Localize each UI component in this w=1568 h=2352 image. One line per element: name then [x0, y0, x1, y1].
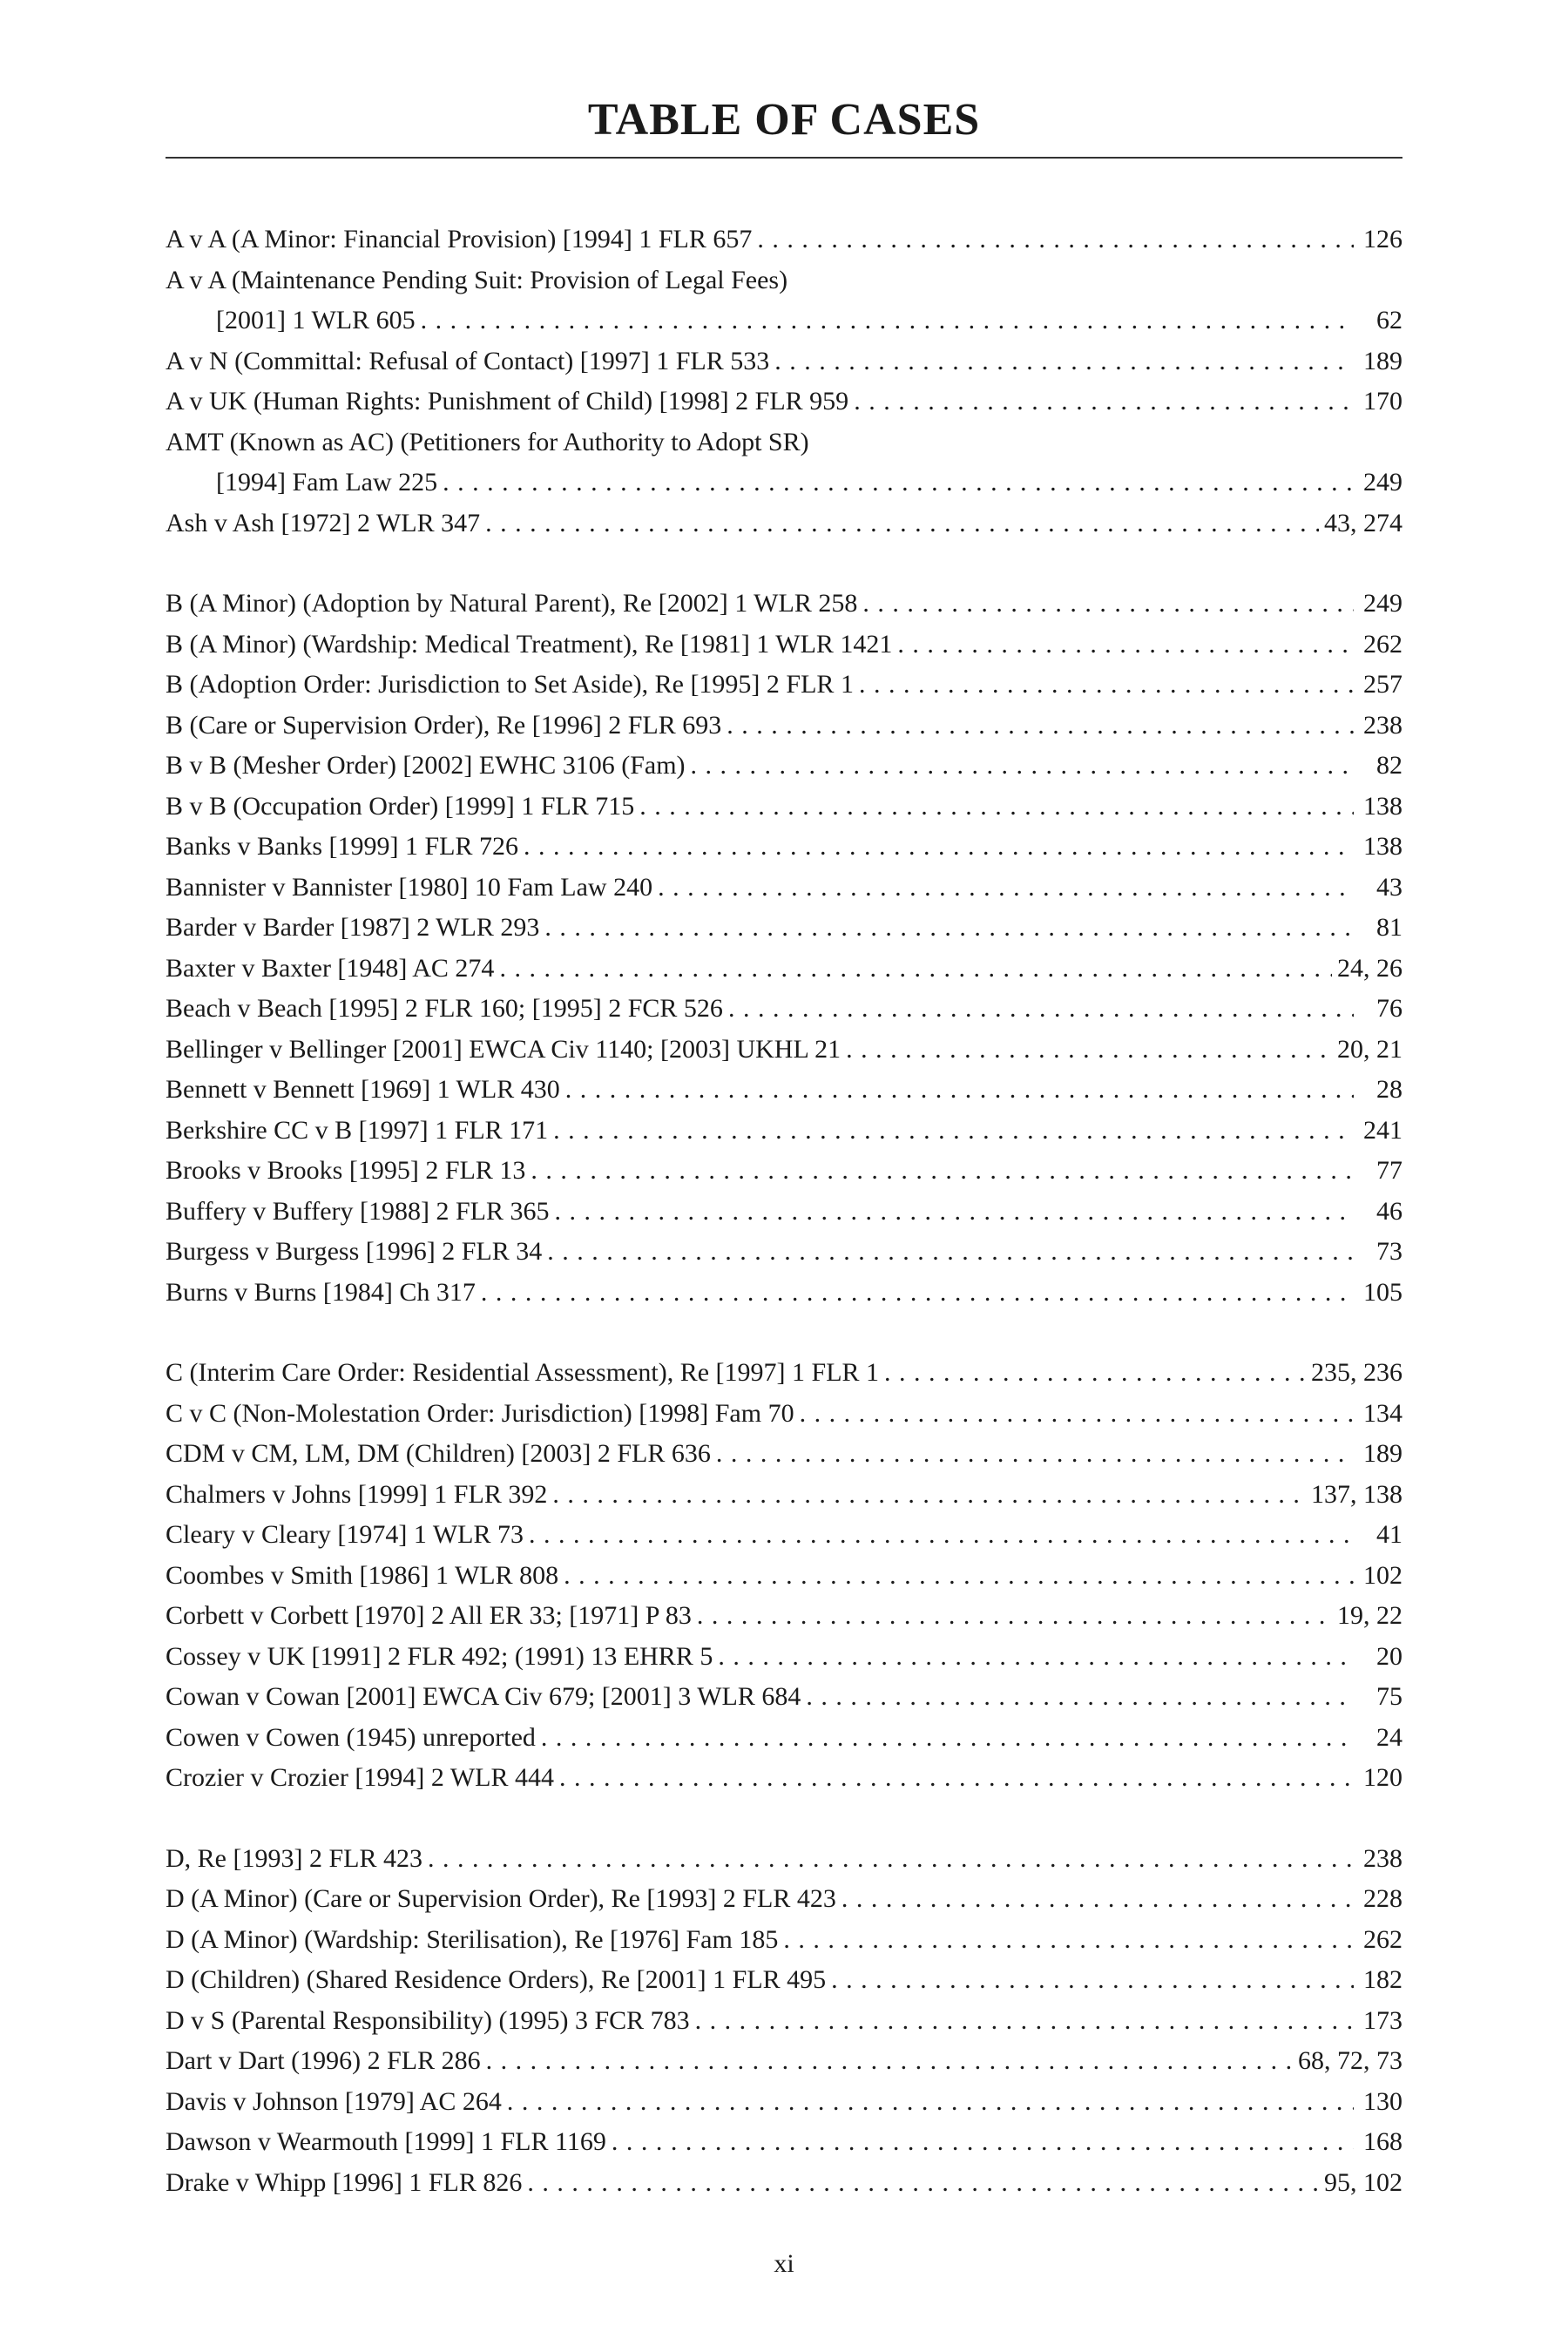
dot-leader [544, 908, 1354, 949]
case-name: Bannister v Bannister [1980] 10 Fam Law 240 [166, 872, 653, 902]
case-name: Coombes v Smith [1986] 1 WLR 808 [166, 1560, 559, 1590]
page-reference: 238 [1363, 1843, 1402, 1873]
case-name: Burgess v Burgess [1996] 2 FLR 34 [166, 1237, 543, 1266]
page-reference: 257 [1363, 670, 1402, 699]
case-name-line [166, 1758, 1402, 1799]
dot-leader [541, 1718, 1354, 1759]
case-citation: [2001] 1 WLR 605 [216, 306, 416, 335]
case-name-line [166, 787, 1402, 828]
case-entry [166, 908, 1402, 949]
case-name-line [166, 2163, 1402, 2204]
case-name: Barder v Barder [1987] 2 WLR 293 [166, 913, 540, 942]
case-name-line [166, 1637, 1402, 1678]
case-entry [166, 1839, 1402, 1880]
page-reference: 235, 236 [1311, 1358, 1402, 1387]
page-reference: 130 [1363, 2086, 1402, 2116]
page-reference: 68, 72, 73 [1298, 2046, 1402, 2075]
case-name: Ash v Ash [1972] 2 WLR 347 [166, 508, 481, 537]
page-reference: 95, 102 [1324, 2167, 1402, 2197]
dot-leader [695, 2001, 1354, 2042]
dot-leader [524, 827, 1354, 868]
page-reference: 19, 22 [1337, 1601, 1402, 1630]
case-entry [166, 1434, 1402, 1475]
page-reference: 46 [1376, 1196, 1402, 1226]
dot-leader [559, 1758, 1354, 1799]
case-name: Baxter v Baxter [1948] AC 274 [166, 953, 495, 983]
page-reference: 24, 26 [1337, 953, 1402, 983]
page-reference: 138 [1363, 791, 1402, 821]
case-name: D (Children) (Shared Residence Orders), Re [2001] 1 FLR 495 [166, 1965, 827, 1994]
case-name-line [166, 504, 1402, 544]
case-name: D, Re [1993] 2 FLR 423 [166, 1843, 422, 1873]
page-reference: 173 [1363, 2005, 1402, 2035]
page-reference: 105 [1363, 1277, 1402, 1307]
case-name: Burns v Burns [1984] Ch 317 [166, 1277, 476, 1307]
dot-leader [639, 787, 1354, 828]
page-reference: 24 [1376, 1722, 1402, 1752]
dot-leader [428, 1839, 1354, 1880]
dot-leader [564, 1556, 1354, 1597]
case-name-line [166, 1434, 1402, 1475]
page-reference: 182 [1363, 1965, 1402, 1994]
case-name: C (Interim Care Order: Residential Assessment), Re [1997] 1 FLR 1 [166, 1358, 880, 1387]
dot-leader [555, 1192, 1354, 1233]
case-name: Bellinger v Bellinger [2001] EWCA Civ 1140; [2003] UKHL 21 [166, 1034, 841, 1064]
page-reference: 82 [1376, 751, 1402, 780]
dot-leader [507, 2082, 1354, 2123]
case-entry [166, 584, 1402, 625]
dot-leader [757, 220, 1354, 260]
case-group-a [166, 220, 1402, 544]
case-name-line [166, 1394, 1402, 1435]
case-entry [166, 746, 1402, 787]
case-entry [166, 1111, 1402, 1152]
case-name: D (A Minor) (Care or Supervision Order), Re [1993] 2 FLR 423 [166, 1884, 836, 1913]
dot-leader [527, 2163, 1319, 2204]
case-name: A v A (Maintenance Pending Suit: Provision of Legal Fees) [166, 265, 788, 294]
case-name-line [166, 1596, 1402, 1637]
dot-leader [846, 1030, 1332, 1071]
case-name: Cossey v UK [1991] 2 FLR 492; (1991) 13 EHRR 5 [166, 1641, 713, 1671]
case-entry [166, 1273, 1402, 1314]
dot-leader [531, 1151, 1354, 1192]
page-reference: 134 [1363, 1398, 1402, 1428]
case-entry [166, 989, 1402, 1030]
case-entry [166, 868, 1402, 909]
case-name: Drake v Whipp [1996] 1 FLR 826 [166, 2167, 523, 2197]
case-name-line [166, 949, 1402, 990]
case-entry [166, 260, 1402, 341]
case-entry [166, 787, 1402, 828]
case-entry [166, 706, 1402, 747]
case-name-line [166, 989, 1402, 1030]
case-name: B (A Minor) (Wardship: Medical Treatment), Re [1981] 1 WLR 1421 [166, 629, 893, 659]
page-reference: 126 [1363, 225, 1402, 253]
case-name-line [166, 1515, 1402, 1556]
case-name: Dart v Dart (1996) 2 FLR 286 [166, 2046, 481, 2075]
case-entry [166, 1960, 1402, 2001]
case-name: Cleary v Cleary [1974] 1 WLR 73 [166, 1520, 524, 1549]
case-name: B (A Minor) (Adoption by Natural Parent), Re [2002] 1 WLR 258 [166, 589, 858, 618]
case-name-line [166, 220, 1402, 260]
case-entry [166, 1718, 1402, 1759]
page-reference: 189 [1363, 1439, 1402, 1468]
dot-leader [443, 463, 1354, 504]
page-reference: 249 [1363, 468, 1402, 497]
case-entry [166, 1920, 1402, 1961]
case-name-line [166, 1920, 1402, 1961]
dot-leader [859, 665, 1354, 706]
case-entry [166, 827, 1402, 868]
case-entry [166, 1515, 1402, 1556]
case-name-line [166, 746, 1402, 787]
dot-leader [774, 341, 1354, 382]
dot-leader [831, 1960, 1354, 2001]
case-name-line [166, 1070, 1402, 1111]
table-of-cases [166, 220, 1402, 2243]
page-reference: 228 [1363, 1884, 1402, 1913]
case-entry [166, 1758, 1402, 1799]
case-citation-line [166, 463, 1402, 504]
case-entry [166, 382, 1402, 422]
page-reference: 76 [1376, 994, 1402, 1023]
page-reference: 249 [1363, 589, 1402, 618]
page-title: TABLE OF CASES [587, 95, 981, 145]
page-reference: 75 [1376, 1682, 1402, 1711]
case-entry [166, 2163, 1402, 2204]
case-name-line [166, 868, 1402, 909]
case-name-line [166, 341, 1402, 382]
page-reference: 238 [1363, 710, 1402, 740]
case-name: Cowen v Cowen (1945) unreported [166, 1722, 536, 1752]
case-group-b [166, 584, 1402, 1313]
case-entry [166, 2122, 1402, 2163]
case-name-line [166, 1718, 1402, 1759]
case-entry [166, 1879, 1402, 1920]
case-name: A v N (Committal: Refusal of Contact) [1997] 1 FLR 533 [166, 346, 770, 375]
case-entry [166, 1637, 1402, 1678]
case-entry [166, 1677, 1402, 1718]
case-name-line [166, 2082, 1402, 2123]
dot-leader [783, 1920, 1354, 1961]
dot-leader [862, 584, 1354, 625]
dot-leader [499, 949, 1332, 990]
dot-leader [854, 382, 1354, 422]
dot-leader [884, 1353, 1306, 1394]
case-name-line [166, 827, 1402, 868]
page-reference: 41 [1376, 1520, 1402, 1549]
case-name-line [166, 1839, 1402, 1880]
case-name: Berkshire CC v B [1997] 1 FLR 171 [166, 1115, 549, 1145]
case-entry [166, 1070, 1402, 1111]
case-entry [166, 2041, 1402, 2082]
dot-leader [658, 868, 1354, 909]
dot-leader [718, 1637, 1354, 1678]
dot-leader [421, 301, 1354, 341]
case-name: Cowan v Cowan [2001] EWCA Civ 679; [2001] 3 WLR 684 [166, 1682, 801, 1711]
title-rule [166, 157, 1402, 159]
case-name: Bennett v Bennett [1969] 1 WLR 430 [166, 1075, 560, 1104]
case-entry [166, 504, 1402, 544]
case-entry [166, 1353, 1402, 1394]
dot-leader [565, 1070, 1354, 1111]
dot-leader [691, 746, 1354, 787]
case-name-line [166, 1192, 1402, 1233]
page-reference: 120 [1363, 1763, 1402, 1792]
case-name: B v B (Mesher Order) [2002] EWHC 3106 (Fam) [166, 751, 686, 780]
page-reference: 43 [1376, 872, 1402, 902]
case-name: Dawson v Wearmouth [1999] 1 FLR 1169 [166, 2127, 606, 2156]
case-name: C v C (Non-Molestation Order: Jurisdiction) [1998] Fam 70 [166, 1398, 794, 1428]
page-reference: 20, 21 [1337, 1034, 1402, 1064]
case-entry [166, 2082, 1402, 2123]
case-name: Banks v Banks [1999] 1 FLR 726 [166, 832, 518, 861]
case-name-line [166, 625, 1402, 666]
page-reference: 241 [1363, 1115, 1402, 1145]
case-entry [166, 1475, 1402, 1516]
case-name: Brooks v Brooks [1995] 2 FLR 13 [166, 1156, 526, 1185]
case-name-line [166, 1475, 1402, 1516]
dot-leader [485, 504, 1319, 544]
page-number: xi [774, 2249, 794, 2278]
page-reference: 43, 274 [1324, 508, 1402, 537]
dot-leader [486, 2041, 1293, 2082]
case-name-line [166, 2041, 1402, 2082]
dot-leader [481, 1273, 1354, 1314]
case-entry [166, 422, 1402, 504]
case-name: AMT (Known as AC) (Petitioners for Authority to Adopt SR) [166, 427, 809, 456]
case-name-line [166, 1273, 1402, 1314]
case-group-d [166, 1839, 1402, 2204]
case-name-line [166, 1556, 1402, 1597]
case-name-line [166, 1232, 1402, 1273]
case-entry [166, 1556, 1402, 1597]
case-entry [166, 1151, 1402, 1192]
dot-leader [716, 1434, 1354, 1475]
case-entry [166, 1394, 1402, 1435]
case-name-line [166, 260, 1402, 301]
case-citation-line [166, 301, 1402, 341]
case-name: A v A (A Minor: Financial Provision) [1994] 1 FLR 657 [166, 225, 753, 253]
page-reference: 189 [1363, 346, 1402, 375]
dot-leader [727, 706, 1354, 747]
case-name-line [166, 422, 1402, 463]
case-name: B (Care or Supervision Order), Re [1996] 2 FLR 693 [166, 710, 722, 740]
case-entry [166, 2001, 1402, 2042]
dot-leader [552, 1475, 1306, 1516]
case-name: Corbett v Corbett [1970] 2 All ER 33; [1971] P 83 [166, 1601, 692, 1630]
case-name: Crozier v Crozier [1994] 2 WLR 444 [166, 1763, 555, 1792]
page-reference: 81 [1376, 913, 1402, 942]
dot-leader [553, 1111, 1354, 1152]
page-reference: 73 [1376, 1237, 1402, 1266]
case-entry [166, 1030, 1402, 1071]
page-reference: 102 [1363, 1560, 1402, 1590]
case-name-line [166, 2122, 1402, 2163]
case-name: D v S (Parental Responsibility) (1995) 3 FCR 783 [166, 2005, 690, 2035]
case-name-line [166, 1677, 1402, 1718]
case-entry [166, 1232, 1402, 1273]
case-name-line [166, 1111, 1402, 1152]
case-name: Beach v Beach [1995] 2 FLR 160; [1995] 2 FCR 526 [166, 994, 723, 1023]
dot-leader [547, 1232, 1354, 1273]
case-name-line [166, 584, 1402, 625]
case-name: B v B (Occupation Order) [1999] 1 FLR 715 [166, 791, 635, 821]
dot-leader [529, 1515, 1354, 1556]
page-reference: 137, 138 [1311, 1479, 1402, 1509]
case-name: A v UK (Human Rights: Punishment of Child) [1998] 2 FLR 959 [166, 387, 849, 416]
page-reference: 28 [1376, 1075, 1402, 1104]
case-entry [166, 1596, 1402, 1637]
page-reference: 20 [1376, 1641, 1402, 1671]
case-name-line [166, 706, 1402, 747]
case-name: Chalmers v Johns [1999] 1 FLR 392 [166, 1479, 548, 1509]
case-name: Buffery v Buffery [1988] 2 FLR 365 [166, 1196, 550, 1226]
page-reference: 168 [1363, 2127, 1402, 2156]
case-name-line [166, 382, 1402, 422]
page-reference: 262 [1363, 1924, 1402, 1954]
case-name-line [166, 2001, 1402, 2042]
page-reference: 138 [1363, 832, 1402, 861]
dot-leader [806, 1677, 1354, 1718]
case-entry [166, 949, 1402, 990]
case-name-line [166, 1151, 1402, 1192]
case-name-line [166, 1960, 1402, 2001]
case-name: B (Adoption Order: Jurisdiction to Set Aside), Re [1995] 2 FLR 1 [166, 670, 854, 699]
case-group-c [166, 1353, 1402, 1799]
dot-leader [841, 1879, 1354, 1920]
case-name-line [166, 1353, 1402, 1394]
case-entry [166, 625, 1402, 666]
case-entry [166, 665, 1402, 706]
dot-leader [800, 1394, 1354, 1435]
dot-leader [897, 625, 1354, 666]
dot-leader [697, 1596, 1332, 1637]
page-reference: 62 [1376, 306, 1402, 335]
case-name: CDM v CM, LM, DM (Children) [2003] 2 FLR 636 [166, 1439, 711, 1468]
dot-leader [728, 989, 1354, 1030]
case-name: D (A Minor) (Wardship: Sterilisation), Re [1976] Fam 185 [166, 1924, 779, 1954]
case-name-line [166, 908, 1402, 949]
case-entry [166, 220, 1402, 260]
case-name: Davis v Johnson [1979] AC 264 [166, 2086, 502, 2116]
page-reference: 170 [1363, 387, 1402, 416]
page-reference: 262 [1363, 629, 1402, 659]
case-name-line [166, 1030, 1402, 1071]
case-name-line [166, 1879, 1402, 1920]
case-name-line [166, 665, 1402, 706]
case-entry [166, 1192, 1402, 1233]
page-reference: 77 [1376, 1156, 1402, 1185]
case-citation: [1994] Fam Law 225 [216, 468, 438, 497]
dot-leader [612, 2122, 1354, 2163]
case-entry [166, 341, 1402, 382]
